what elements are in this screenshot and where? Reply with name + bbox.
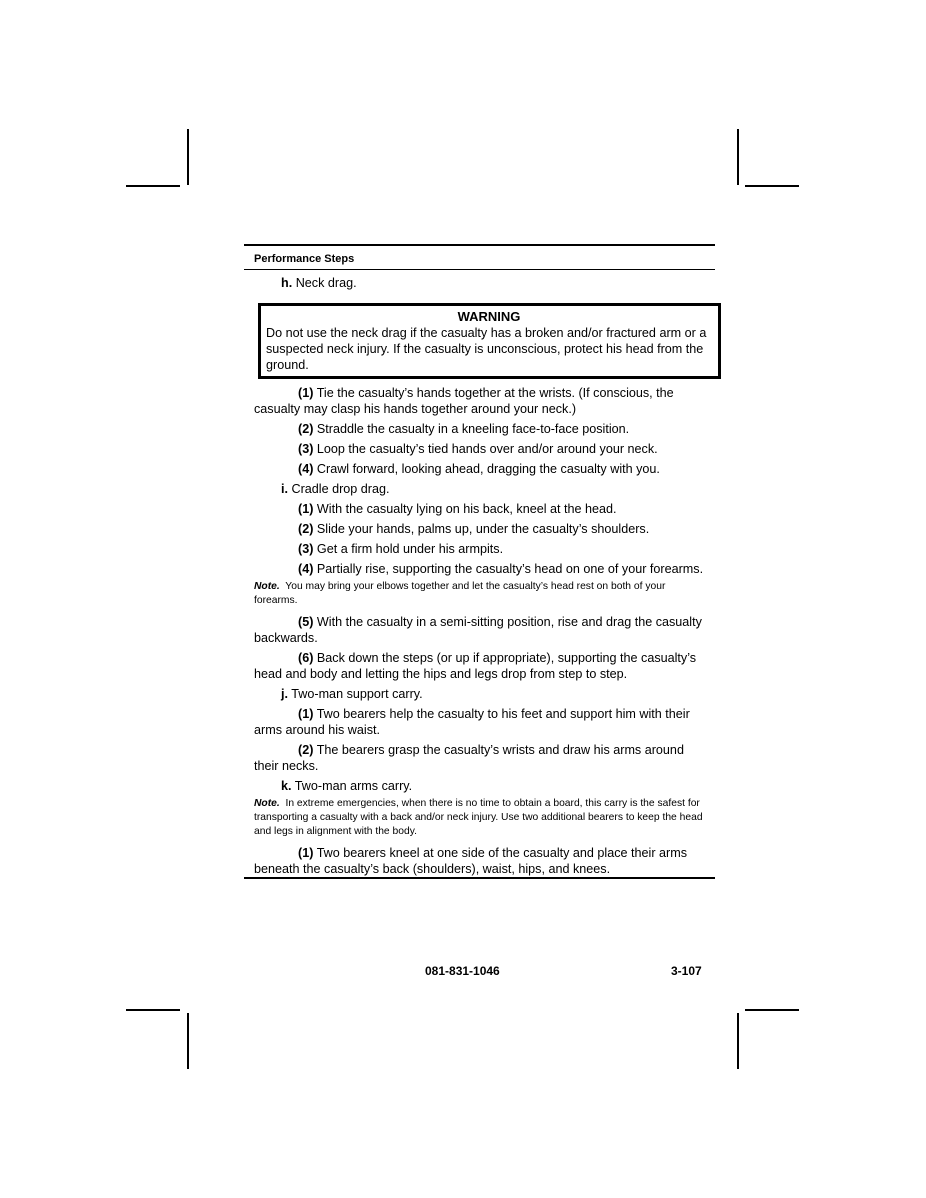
step-h-2-text: Straddle the casualty in a kneeling face-to-face position. bbox=[316, 422, 630, 436]
crop-mark-top-left-vertical bbox=[187, 129, 189, 185]
step-k-1-num: (1) bbox=[298, 846, 314, 860]
note-arms-carry-label: Note. bbox=[254, 798, 280, 809]
step-i-6-text: Back down the steps (or up if appropriate), supporting the casualty’s head and body and letting the hips and legs drop from step to step. bbox=[254, 651, 697, 681]
step-h bbox=[254, 275, 707, 291]
page-content bbox=[244, 244, 715, 879]
steps-body bbox=[244, 275, 715, 877]
step-k-1 bbox=[254, 845, 707, 877]
crop-mark-top-left-horizontal bbox=[126, 185, 180, 187]
crop-mark-bottom-right-horizontal bbox=[745, 1009, 799, 1011]
step-j bbox=[254, 686, 707, 702]
crop-mark-top-right-vertical bbox=[737, 129, 739, 185]
step-h-3 bbox=[254, 441, 707, 457]
step-i-4-num: (4) bbox=[298, 562, 314, 576]
step-i-5-text: With the casualty in a semi-sitting position, rise and drag the casualty backwards. bbox=[254, 615, 702, 645]
step-j-title: Two-man support carry. bbox=[291, 687, 423, 701]
step-j-1-text: Two bearers help the casualty to his feet and support him with their arms around his waist. bbox=[254, 707, 690, 737]
step-i-2-num: (2) bbox=[298, 522, 314, 536]
step-h-4-text: Crawl forward, looking ahead, dragging the casualty with you. bbox=[316, 462, 660, 476]
step-j-2-num: (2) bbox=[298, 743, 314, 757]
bottom-rule bbox=[244, 877, 715, 879]
step-i-4 bbox=[254, 561, 707, 577]
step-i-3-text: Get a firm hold under his armpits. bbox=[316, 542, 504, 556]
step-i-2-text: Slide your hands, palms up, under the casualty’s shoulders. bbox=[316, 522, 650, 536]
step-h-1-text: Tie the casualty’s hands together at the wrists. (If conscious, the casualty may clasp his hands together around your neck.) bbox=[254, 386, 674, 416]
crop-mark-top-right-horizontal bbox=[745, 185, 799, 187]
step-h-1-num: (1) bbox=[298, 386, 314, 400]
step-i-letter: i. bbox=[281, 482, 288, 496]
page-number: 3-107 bbox=[671, 964, 702, 978]
step-k-letter: k. bbox=[281, 779, 292, 793]
step-i-5 bbox=[254, 614, 707, 646]
step-h-3-num: (3) bbox=[298, 442, 314, 456]
step-i-6 bbox=[254, 650, 707, 682]
step-h-4-num: (4) bbox=[298, 462, 314, 476]
step-i-1 bbox=[254, 501, 707, 517]
crop-mark-bottom-right-vertical bbox=[737, 1013, 739, 1069]
crop-mark-bottom-left-vertical bbox=[187, 1013, 189, 1069]
step-h-2 bbox=[254, 421, 707, 437]
step-i-5-num: (5) bbox=[298, 615, 314, 629]
step-i-title: Cradle drop drag. bbox=[291, 482, 390, 496]
step-i bbox=[254, 481, 707, 497]
step-h-1 bbox=[254, 385, 707, 417]
warning-title: WARNING bbox=[457, 309, 521, 324]
step-j-1-num: (1) bbox=[298, 707, 314, 721]
doc-number: 081-831-1046 bbox=[425, 964, 500, 978]
step-k bbox=[254, 778, 707, 794]
step-i-2 bbox=[254, 521, 707, 537]
note-cradle-label: Note. bbox=[254, 581, 280, 592]
step-j-1 bbox=[254, 706, 707, 738]
step-i-3-num: (3) bbox=[298, 542, 314, 556]
step-k-1-text: Two bearers kneel at one side of the casualty and place their arms beneath the casualty’s back (shoulders), waist, hips, and knees. bbox=[254, 846, 688, 876]
warning-text: Do not use the neck drag if the casualty has a broken and/or fractured arm or a suspected neck injury. If the casualty is unconscious, protect his head from the ground. bbox=[266, 326, 707, 372]
step-j-2 bbox=[254, 742, 707, 774]
step-h-letter: h. bbox=[281, 276, 293, 290]
step-j-letter: j. bbox=[281, 687, 288, 701]
warning-box bbox=[258, 303, 721, 379]
note-arms-carry bbox=[254, 797, 707, 839]
step-h-2-num: (2) bbox=[298, 422, 314, 436]
step-i-1-text: With the casualty lying on his back, kneel at the head. bbox=[316, 502, 617, 516]
step-h-3-text: Loop the casualty’s tied hands over and/or around your neck. bbox=[316, 442, 658, 456]
step-h-4 bbox=[254, 461, 707, 477]
step-k-title: Two-man arms carry. bbox=[294, 779, 413, 793]
step-i-6-num: (6) bbox=[298, 651, 314, 665]
note-arms-carry-text: In extreme emergencies, when there is no time to obtain a board, this carry is the safest for transporting a casualty with a back and/or neck injury. Use two additional bearers to keep the head and legs in alignment with the body. bbox=[254, 798, 703, 837]
step-h-title: Neck drag. bbox=[295, 276, 357, 290]
step-i-4-text: Partially rise, supporting the casualty’s head on one of your forearms. bbox=[316, 562, 704, 576]
crop-mark-bottom-left-horizontal bbox=[126, 1009, 180, 1011]
step-i-3 bbox=[254, 541, 707, 557]
note-cradle bbox=[254, 580, 707, 608]
step-i-1-num: (1) bbox=[298, 502, 314, 516]
section-header: Performance Steps bbox=[244, 246, 715, 270]
step-j-2-text: The bearers grasp the casualty’s wrists and draw his arms around their necks. bbox=[254, 743, 684, 773]
note-cradle-text: You may bring your elbows together and let the casualty’s head rest on both of your forearms. bbox=[254, 581, 666, 606]
